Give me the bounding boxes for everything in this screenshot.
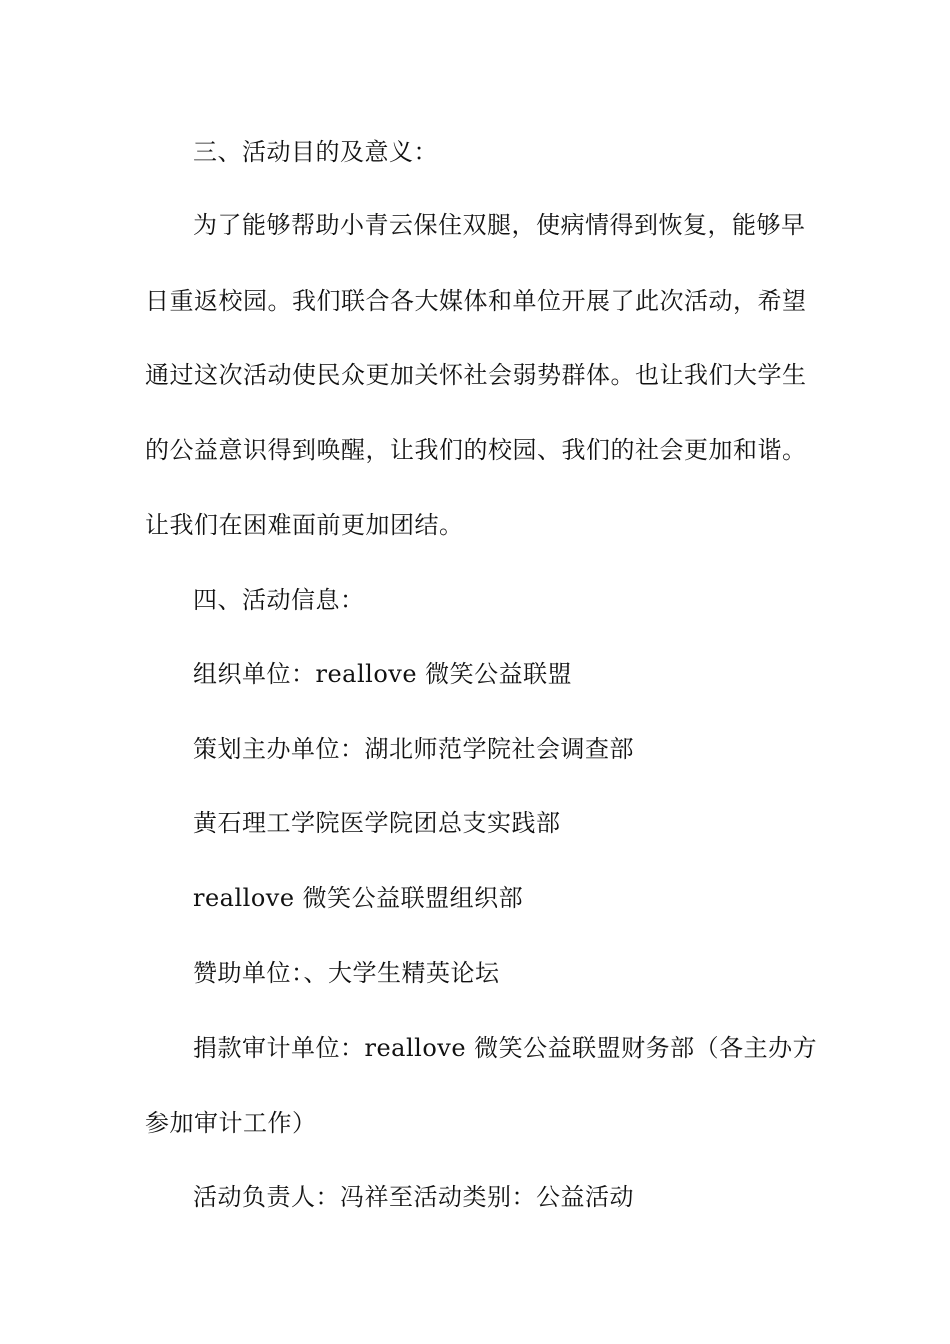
section-3-heading: 三、活动目的及意义： (193, 138, 438, 166)
purpose-paragraph-line-2: 日重返校园。我们联合各大媒体和单位开展了此次活动，希望 (145, 287, 807, 315)
lead-and-category-line: 活动负责人：冯祥至活动类别：公益活动 (193, 1183, 634, 1211)
organizer-line: 组织单位：reallove 微笑公益联盟 (193, 660, 573, 688)
sponsor-line: 赞助单位：、大学生精英论坛 (193, 959, 500, 987)
purpose-paragraph-line-4: 的公益意识得到唤醒，让我们的校园、我们的社会更加和谐。 (145, 436, 807, 464)
host-line-continued-1: 黄石理工学院医学院团总支实践部 (193, 809, 561, 837)
purpose-paragraph-line-3: 通过这次活动使民众更加关怀社会弱势群体。也让我们大学生 (145, 361, 807, 389)
section-4-heading: 四、活动信息： (193, 586, 365, 614)
audit-line: 捐款审计单位：reallove 微笑公益联盟财务部（各主办方 (193, 1034, 818, 1062)
purpose-paragraph-line-1: 为了能够帮助小青云保住双腿，使病情得到恢复，能够早 (193, 211, 806, 239)
purpose-paragraph-line-5: 让我们在困难面前更加团结。 (145, 511, 464, 539)
host-line: 策划主办单位：湖北师范学院社会调查部 (193, 735, 634, 763)
audit-line-continued: 参加审计工作） (145, 1109, 317, 1137)
host-line-continued-2: reallove 微笑公益联盟组织部 (193, 884, 524, 912)
